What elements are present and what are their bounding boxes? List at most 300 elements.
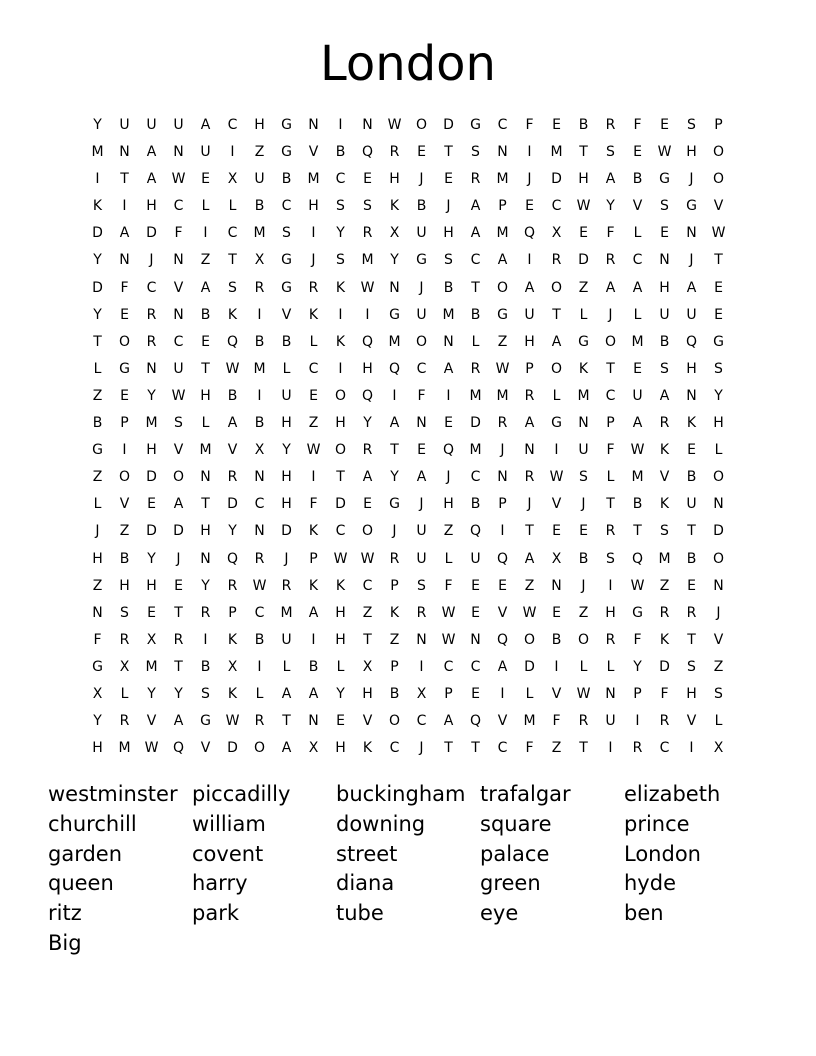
- grid-letter: J: [284, 550, 289, 567]
- grid-letter: E: [471, 604, 480, 621]
- grid-letter: O: [712, 550, 725, 567]
- grid-letter: K: [335, 577, 346, 594]
- grid-letter: V: [713, 631, 724, 648]
- grid-letter: Q: [226, 550, 239, 567]
- grid-letter: Z: [254, 144, 265, 161]
- grid-letter: S: [336, 198, 345, 215]
- grid-letter: M: [469, 442, 482, 459]
- grid-letter: V: [497, 604, 508, 621]
- grid-letter: T: [552, 306, 561, 323]
- grid-letter: N: [497, 469, 508, 486]
- grid-letter: L: [633, 306, 642, 323]
- grid-letter: R: [605, 631, 616, 648]
- grid-letter: C: [605, 387, 616, 404]
- grid-letter: B: [632, 171, 643, 188]
- grid-letter: R: [119, 713, 130, 730]
- grid-letter: Y: [336, 685, 345, 702]
- grid-letter: Q: [361, 144, 374, 161]
- word-list-item: buckingham: [336, 782, 466, 806]
- grid-letter: V: [200, 740, 211, 757]
- grid-letter: J: [608, 306, 613, 323]
- grid-letter: R: [146, 306, 157, 323]
- grid-letter: W: [657, 144, 672, 161]
- grid-letter: D: [173, 523, 184, 540]
- grid-letter: L: [93, 496, 102, 513]
- grid-letter: I: [608, 740, 613, 757]
- grid-letter: N: [497, 144, 508, 161]
- grid-letter: Q: [523, 225, 536, 242]
- grid-letter: V: [308, 144, 319, 161]
- grid-letter: G: [92, 442, 103, 459]
- grid-letter: H: [335, 631, 346, 648]
- grid-letter: G: [389, 306, 400, 323]
- grid-letter: L: [471, 333, 480, 350]
- grid-letter: O: [550, 279, 563, 296]
- grid-letter: U: [146, 117, 157, 133]
- grid-letter: E: [444, 415, 453, 432]
- grid-letter: P: [498, 496, 507, 513]
- grid-letter: W: [360, 550, 375, 567]
- grid-letter: A: [497, 252, 508, 269]
- grid-letter: E: [552, 523, 561, 540]
- grid-letter: I: [635, 713, 640, 730]
- grid-letter: Z: [497, 333, 508, 350]
- grid-letter: F: [606, 442, 615, 459]
- grid-letter: D: [227, 740, 238, 757]
- word-list-item: queen: [48, 871, 114, 896]
- grid-letter: W: [630, 577, 645, 594]
- grid-letter: S: [579, 469, 588, 486]
- word-list-item: ben: [624, 901, 664, 926]
- grid-letter: N: [686, 387, 697, 404]
- grid-letter: P: [390, 577, 399, 594]
- grid-letter: B: [443, 279, 454, 296]
- grid-letter: P: [606, 415, 615, 432]
- grid-letter: K: [659, 631, 670, 648]
- grid-letter: K: [92, 198, 103, 215]
- grid-letter: R: [254, 279, 265, 296]
- grid-letter: E: [525, 198, 534, 215]
- grid-letter: B: [335, 144, 346, 161]
- grid-letter: Y: [390, 469, 399, 486]
- grid-letter: T: [174, 658, 183, 675]
- grid-letter: C: [146, 279, 157, 296]
- grid-letter: O: [415, 333, 428, 350]
- grid-letter: G: [281, 279, 292, 296]
- grid-letter: N: [173, 144, 184, 161]
- grid-letter: Z: [659, 577, 670, 594]
- grid-letter: T: [687, 631, 696, 648]
- grid-letter: N: [254, 523, 265, 540]
- grid-letter: V: [362, 713, 373, 730]
- grid-letter: S: [363, 198, 372, 215]
- grid-letter: I: [554, 658, 559, 675]
- grid-letter: S: [660, 360, 669, 377]
- grid-letter: G: [281, 144, 292, 161]
- grid-letter: W: [225, 713, 240, 730]
- grid-letter: T: [363, 631, 372, 648]
- grid-letter: P: [309, 550, 318, 567]
- grid-letter: Z: [578, 279, 589, 296]
- grid-letter: S: [687, 658, 696, 675]
- grid-letter: I: [203, 631, 208, 648]
- word-list-item: prince: [624, 811, 690, 836]
- grid-letter: X: [416, 685, 427, 702]
- word-list: [48, 779, 768, 958]
- grid-letter: C: [551, 198, 562, 215]
- grid-letter: E: [687, 442, 696, 459]
- grid-letter: E: [147, 604, 156, 621]
- grid-letter: S: [606, 144, 615, 161]
- page-title: London: [320, 36, 496, 92]
- grid-letter: U: [281, 387, 292, 404]
- grid-letter: C: [470, 252, 481, 269]
- grid-letter: U: [281, 631, 292, 648]
- grid-letter: O: [334, 387, 347, 404]
- grid-letter: R: [200, 604, 211, 621]
- grid-letter: A: [281, 740, 292, 757]
- grid-letter: H: [281, 496, 292, 513]
- grid-letter: V: [146, 713, 157, 730]
- grid-letter: F: [525, 117, 534, 133]
- grid-letter: C: [281, 198, 292, 215]
- grid-letter: C: [470, 658, 481, 675]
- grid-letter: S: [282, 225, 291, 242]
- grid-letter: F: [444, 577, 453, 594]
- grid-letter: X: [551, 550, 562, 567]
- grid-letter: R: [659, 415, 670, 432]
- grid-letter: Y: [228, 523, 237, 540]
- grid-letter: D: [578, 252, 589, 269]
- grid-letter: N: [173, 306, 184, 323]
- grid-letter: G: [659, 171, 670, 188]
- grid-letter: C: [227, 117, 238, 133]
- grid-letter: I: [122, 198, 127, 215]
- grid-letter: W: [576, 198, 591, 215]
- grid-letter: W: [630, 442, 645, 459]
- grid-letter: L: [606, 469, 615, 486]
- grid-letter: R: [362, 442, 373, 459]
- grid-letter: E: [498, 577, 507, 594]
- grid-letter: G: [281, 252, 292, 269]
- grid-letter: Z: [578, 604, 589, 621]
- grid-letter: R: [578, 713, 589, 730]
- grid-letter: A: [443, 360, 454, 377]
- word-list-item: piccadilly: [192, 782, 291, 806]
- grid-letter: W: [252, 577, 267, 594]
- grid-letter: N: [524, 442, 535, 459]
- grid-letter: I: [419, 658, 424, 675]
- grid-letter: Q: [469, 523, 482, 540]
- grid-letter: P: [228, 604, 237, 621]
- grid-letter: B: [632, 496, 643, 513]
- grid-letter: U: [173, 117, 184, 133]
- grid-letter: O: [253, 740, 266, 757]
- grid-letter: J: [311, 252, 316, 269]
- grid-letter: R: [308, 279, 319, 296]
- grid-letter: Y: [93, 306, 102, 323]
- grid-letter: A: [146, 144, 157, 161]
- grid-letter: L: [714, 713, 723, 730]
- grid-letter: L: [201, 198, 210, 215]
- grid-letter: K: [362, 740, 373, 757]
- grid-letter: R: [605, 252, 616, 269]
- grid-letter: A: [227, 415, 238, 432]
- grid-letter: C: [497, 740, 508, 757]
- grid-letter: T: [201, 360, 210, 377]
- grid-letter: J: [527, 171, 532, 188]
- grid-letter: Q: [469, 713, 482, 730]
- grid-letter: E: [471, 685, 480, 702]
- grid-letter: F: [120, 279, 129, 296]
- grid-letter: B: [578, 550, 589, 567]
- grid-letter: P: [390, 658, 399, 675]
- grid-letter: R: [227, 469, 238, 486]
- grid-letter: A: [308, 604, 319, 621]
- grid-letter: K: [335, 333, 346, 350]
- grid-letter: H: [362, 360, 373, 377]
- grid-letter: X: [92, 685, 103, 702]
- grid-letter: E: [417, 144, 426, 161]
- grid-letter: G: [200, 713, 211, 730]
- grid-letter: W: [576, 685, 591, 702]
- grid-letter: H: [200, 523, 211, 540]
- grid-letter: P: [633, 685, 642, 702]
- grid-letter: C: [173, 333, 184, 350]
- grid-letter: A: [173, 496, 184, 513]
- grid-letter: S: [687, 117, 696, 133]
- grid-letter: B: [92, 415, 103, 432]
- grid-letter: I: [527, 252, 532, 269]
- grid-letter: N: [254, 469, 265, 486]
- grid-letter: Y: [93, 252, 102, 269]
- grid-letter: U: [119, 117, 130, 133]
- grid-letter: V: [659, 469, 670, 486]
- grid-letter: Y: [93, 117, 102, 133]
- grid-letter: O: [577, 631, 590, 648]
- grid-letter: W: [225, 360, 240, 377]
- grid-letter: N: [443, 333, 454, 350]
- grid-letter: X: [146, 631, 157, 648]
- grid-letter: E: [660, 225, 669, 242]
- grid-letter: G: [686, 198, 697, 215]
- grid-letter: Y: [93, 713, 102, 730]
- grid-letter: U: [416, 225, 427, 242]
- grid-letter: R: [470, 171, 481, 188]
- grid-letter: D: [659, 658, 670, 675]
- grid-letter: M: [361, 252, 374, 269]
- grid-letter: M: [145, 415, 158, 432]
- grid-letter: C: [254, 604, 265, 621]
- grid-letter: E: [201, 333, 210, 350]
- grid-letter: M: [280, 604, 293, 621]
- grid-letter: R: [146, 333, 157, 350]
- grid-letter: M: [631, 333, 644, 350]
- grid-letter: Z: [92, 469, 103, 486]
- grid-letter: X: [713, 740, 724, 757]
- grid-letter: U: [659, 306, 670, 323]
- grid-letter: E: [120, 387, 129, 404]
- grid-letter: A: [524, 279, 535, 296]
- grid-letter: F: [552, 713, 561, 730]
- grid-letter: H: [443, 225, 454, 242]
- grid-letter: P: [525, 360, 534, 377]
- grid-letter: S: [120, 604, 129, 621]
- grid-letter: K: [659, 496, 670, 513]
- grid-letter: J: [392, 523, 397, 540]
- grid-letter: J: [527, 496, 532, 513]
- word-list-item: westminster: [48, 782, 178, 806]
- grid-letter: H: [92, 740, 103, 757]
- grid-letter: L: [309, 333, 318, 350]
- grid-letter: G: [578, 333, 589, 350]
- word-list-item: elizabeth: [624, 782, 721, 806]
- grid-letter: K: [308, 523, 319, 540]
- grid-letter: Q: [361, 387, 374, 404]
- grid-letter: N: [416, 415, 427, 432]
- grid-letter: G: [497, 306, 508, 323]
- grid-letter: H: [713, 415, 724, 432]
- grid-letter: W: [441, 631, 456, 648]
- grid-letter: O: [712, 144, 725, 161]
- grid-letter: Z: [92, 577, 103, 594]
- grid-letter: Q: [685, 333, 698, 350]
- grid-letter: J: [419, 740, 424, 757]
- grid-letter: X: [308, 740, 319, 757]
- grid-letter: H: [92, 550, 103, 567]
- grid-letter: J: [419, 279, 424, 296]
- grid-letter: F: [417, 387, 426, 404]
- grid-letter: E: [120, 306, 129, 323]
- grid-letter: B: [200, 658, 211, 675]
- grid-letter: E: [687, 577, 696, 594]
- grid-letter: B: [308, 658, 319, 675]
- grid-letter: U: [524, 306, 535, 323]
- grid-letter: M: [253, 225, 266, 242]
- grid-letter: D: [470, 415, 481, 432]
- grid-letter: X: [254, 252, 265, 269]
- grid-letter: O: [118, 469, 131, 486]
- grid-letter: I: [527, 144, 532, 161]
- grid-letter: B: [281, 171, 292, 188]
- grid-letter: K: [227, 306, 238, 323]
- grid-letter: M: [442, 306, 455, 323]
- grid-letter: R: [524, 469, 535, 486]
- grid-letter: K: [308, 577, 319, 594]
- grid-letter: N: [551, 577, 562, 594]
- grid-letter: J: [689, 171, 694, 188]
- word-list-item: square: [480, 811, 552, 836]
- grid-letter: W: [387, 117, 402, 133]
- grid-letter: E: [552, 117, 561, 133]
- grid-letter: E: [336, 713, 345, 730]
- grid-letter: M: [631, 469, 644, 486]
- grid-letter: M: [388, 333, 401, 350]
- grid-letter: S: [471, 144, 480, 161]
- grid-letter: C: [416, 713, 427, 730]
- grid-letter: W: [171, 387, 186, 404]
- grid-letter: X: [551, 225, 562, 242]
- grid-letter: M: [577, 387, 590, 404]
- grid-letter: T: [444, 740, 453, 757]
- grid-letter: T: [687, 523, 696, 540]
- grid-letter: M: [496, 387, 509, 404]
- grid-letter: Z: [92, 387, 103, 404]
- grid-letter: F: [633, 117, 642, 133]
- grid-letter: G: [281, 117, 292, 133]
- grid-letter: Q: [442, 442, 455, 459]
- grid-letter: C: [308, 360, 319, 377]
- grid-letter: J: [689, 252, 694, 269]
- grid-letter: P: [120, 415, 129, 432]
- word-list-item: green: [480, 871, 541, 896]
- grid-letter: F: [606, 225, 615, 242]
- grid-letter: B: [659, 333, 670, 350]
- grid-letter: V: [281, 306, 292, 323]
- grid-letter: R: [119, 631, 130, 648]
- grid-letter: L: [606, 658, 615, 675]
- grid-letter: G: [632, 604, 643, 621]
- word-list-item: downing: [336, 811, 426, 836]
- grid-letter: A: [362, 469, 373, 486]
- grid-letter: A: [200, 279, 211, 296]
- grid-letter: P: [498, 198, 507, 215]
- grid-letter: R: [227, 577, 238, 594]
- grid-letter: T: [444, 144, 453, 161]
- grid-letter: Z: [119, 523, 130, 540]
- grid-letter: T: [606, 496, 615, 513]
- grid-letter: C: [416, 360, 427, 377]
- grid-letter: A: [389, 415, 400, 432]
- grid-letter: H: [524, 333, 535, 350]
- grid-letter: I: [311, 631, 316, 648]
- grid-letter: U: [200, 144, 211, 161]
- grid-letter: Z: [524, 577, 535, 594]
- grid-letter: Z: [389, 631, 400, 648]
- grid-letter: E: [579, 523, 588, 540]
- word-list-item: ritz: [48, 901, 82, 926]
- grid-letter: K: [227, 685, 238, 702]
- grid-letter: S: [201, 685, 210, 702]
- grid-letter: W: [333, 550, 348, 567]
- grid-letter: Q: [631, 550, 644, 567]
- grid-letter: O: [118, 333, 131, 350]
- grid-letter: L: [255, 685, 264, 702]
- grid-letter: J: [581, 496, 586, 513]
- grid-letter: E: [660, 117, 669, 133]
- grid-letter: A: [146, 171, 157, 188]
- grid-letter: K: [686, 415, 697, 432]
- grid-letter: R: [686, 604, 697, 621]
- grid-letter: N: [119, 252, 130, 269]
- grid-letter: L: [552, 387, 561, 404]
- grid-letter: M: [523, 713, 536, 730]
- grid-letter: N: [308, 713, 319, 730]
- grid-letter: O: [712, 171, 725, 188]
- grid-letter: T: [471, 740, 480, 757]
- grid-letter: W: [144, 740, 159, 757]
- grid-letter: Q: [172, 740, 185, 757]
- grid-letter: Y: [714, 387, 723, 404]
- grid-letter: V: [686, 713, 697, 730]
- grid-letter: F: [660, 685, 669, 702]
- grid-letter: E: [201, 171, 210, 188]
- grid-letter: V: [551, 496, 562, 513]
- grid-letter: Z: [362, 604, 373, 621]
- grid-letter: W: [495, 360, 510, 377]
- grid-letter: J: [581, 577, 586, 594]
- grid-letter: D: [146, 469, 157, 486]
